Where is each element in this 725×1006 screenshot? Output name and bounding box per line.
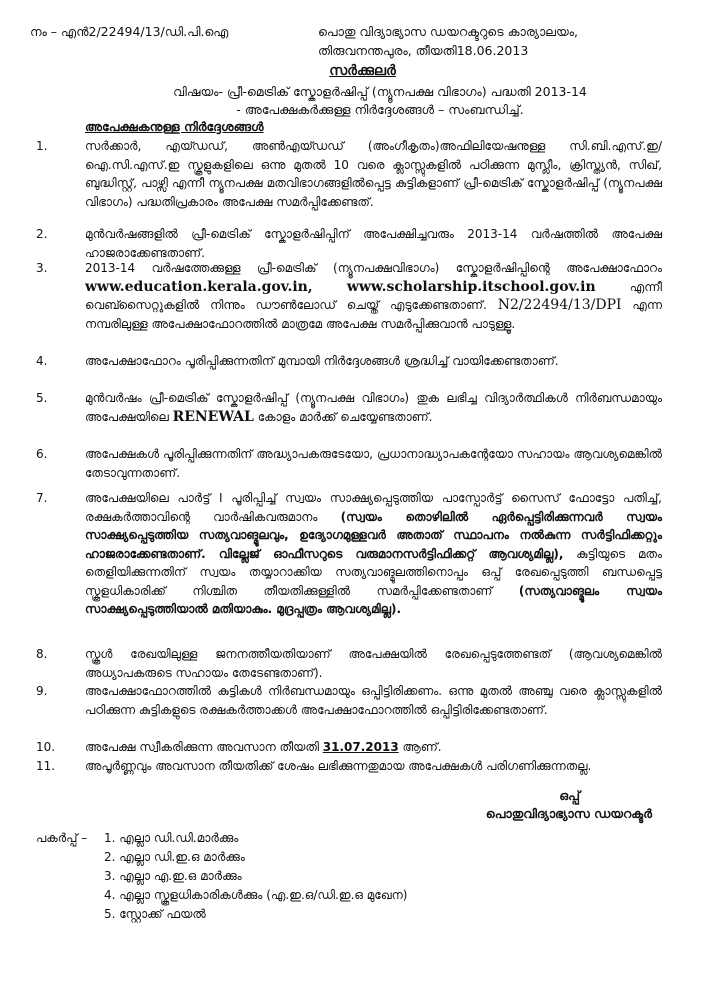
copy-to-entry: 1. എല്ലാ ഡി.ഡി.മാർക്കും (104, 831, 239, 845)
instruction-item (36, 757, 662, 776)
item-text-part: ആണ്. (402, 740, 442, 754)
item-number: 8. (36, 647, 48, 661)
item-text (85, 259, 662, 333)
item-number: 9. (36, 684, 48, 698)
item-number: 5. (36, 391, 48, 405)
item-text-part: മുൻവർഷം പ്രീ-മെട്രിക് സ്കോളർഷിപ്പ് (ന്യൂനപക്ഷ വിഭാഗം) തുക ലഭിച്ച വിദ്യാർത്ഥികൾ നിർബന്ധമായും അപേക്ഷയിലെ (85, 391, 662, 424)
item-text-part: കോളം മാർക്ക് ചെയ്യേണ്ടതാണ്. (257, 409, 433, 424)
instruction-item (36, 682, 662, 719)
item-text: സ്കൂൾ രേഖയിലുള്ള ജനനത്തീയതിയാണ് അപേക്ഷയിൽ രേഖപ്പെടുത്തേണ്ടത് (ആവശ്യമെങ്കിൽ അധ്യാപകരുടെ സഹായം തേടേണ്ടതാണ്). (85, 647, 662, 680)
item-text: അപേക്ഷകൾ പൂരിപ്പിക്കുന്നതിന് അദ്ധ്യാപകരുടേയോ, പ്രധാനാദ്ധ്യാപകന്റേയോ സഹായം ആവശ്യമെങ്കിൽ തേടാവുന്നതാണ്. (85, 447, 662, 480)
copy-to-label: പകർപ്പ് – (36, 831, 88, 845)
instruction-item (36, 259, 662, 333)
copy-to-entry: 5. സ്റ്റോക്ക് ഫയൽ (104, 907, 206, 921)
last-date: 31.07.2013 (322, 740, 399, 754)
instruction-item (36, 389, 662, 426)
office-name: പൊതു വിദ്യാഭ്യാസ ഡയറക്ടറുടെ കാര്യാലയം, (318, 24, 578, 39)
website-link-scholarship[interactable]: www.scholarship.itschool.gov.in (346, 278, 596, 295)
copy-to-entry: 3. എല്ലാ എ.ഇ.ഒ മാർക്കും (104, 869, 242, 883)
item-text-part: എന്നീ വെബ്സൈറ്റുകളിൽ നിന്നും ഡൗൺലോഡ് ചെയ്ത് എടുക്കേണ്ടതാണ്. (85, 279, 662, 312)
item-text: മുൻവർഷങ്ങളിൽ പ്രീ-മെട്രിക് സ്കോളർഷിപ്പിന് അപേക്ഷിച്ചവരും 2013-14 വർഷത്തിൽ അപേക്ഷ ഹാജരാക്കേണ്ടതാണ്. (85, 227, 662, 260)
section-heading: അപേക്ഷകനുള്ള നിർദ്ദേശങ്ങൾ (85, 119, 264, 134)
item-text (85, 489, 662, 619)
item-text (85, 389, 662, 426)
item-text-part: എന്ന നമ്പരിലുള്ള അപേക്ഷാഫോറത്തിൽ മാത്രമേ അപേക്ഷ സമർപ്പിക്കുവാൻ പാടുള്ളൂ. (85, 298, 662, 331)
instruction-item (36, 352, 662, 371)
instruction-item (36, 445, 662, 482)
signature-mark: ഒപ്പ് (559, 788, 580, 803)
instruction-item (36, 738, 662, 757)
item-text: അപൂർണ്ണവും അവസാന തീയതിക്ക് ശേഷം ലഭിക്കുന്നതുമായ അപേക്ഷകൾ പരിഗണിക്കുന്നതല്ല. (85, 759, 592, 773)
item-text: സർക്കാർ, എയ്ഡഡ്, അൺഎയ്ഡഡ് (അംഗീകൃതം)അഫിലിയേഷനുള്ള സി.ബി.എസ്.ഇ/ഐ.സി.എസ്.ഇ സ്കൂളുകളിലെ ഒന്നു മുതൽ 10 വരെ ക്ലാസ്സുകളിൽ പഠിക്കുന്ന മുസ്ലീം, ക്രിസ്ത്യൻ, സിഖ്, ബുദ്ധിസ്റ്റ്, പാഴ്സി എന്നീ ന്യൂനപക്ഷ മതവിഭാഗങ്ങളിൽപ്പെട്ട കുട്ടികളാണ് പ്രീ-മെട്രിക് സ്കോളർഷിപ്പ് (ന്യൂനപക്ഷ വിഭാഗം) പദ്ധതിപ്രകാരം അപേക്ഷ സമർപ്പിക്കേണ്ടത്. (85, 139, 662, 209)
instruction-item (36, 645, 662, 682)
affidavit-note: (സത്യവാങ്മൂലം സ്വയം സാക്ഷ്യപ്പെടുത്തിയാൽ മതിയാകും. മുദ്രപ്പത്രം ആവശ്യമില്ല). (85, 583, 662, 616)
subject-line-1: വിഷയം- പ്രീ-മെട്രിക് സ്കോളർഷിപ്പ് (ന്യൂനപക്ഷ വിഭാഗം) പദ്ധതി 2013-14 (173, 84, 587, 99)
item-number: 3. (36, 261, 48, 275)
instruction-item (36, 225, 662, 262)
item-text-part: അപേക്ഷ സ്വീകരിക്കുന്ന അവസാന തീയതി (85, 740, 319, 754)
item-number: 4. (36, 354, 48, 368)
copy-to-entry: 2. എല്ലാ ഡി.ഇ.ഒ മാർക്കും (104, 850, 245, 864)
item-number: 6. (36, 447, 48, 461)
item-text-part: അപേക്ഷയിലെ പാർട്ട് I പൂരിപ്പിച്ച് സ്വയം സാക്ഷ്യപ്പെടുത്തിയ പാസ്പോർട്ട് സൈസ് ഫോട്ടോ പതിച്ച്, രക്ഷകർത്താവിന്റെ വാർഷികവരുമാനം (85, 491, 662, 524)
renewal-label: RENEWAL (172, 408, 254, 425)
item-text (85, 738, 662, 757)
item-number: 11. (36, 759, 56, 773)
place-and-date: തിരുവനന്തപുരം, തീയതി18.06.2013 (318, 43, 529, 58)
instruction-item (36, 489, 662, 619)
reference-number: നം – എൻ2/22494/13/ഡി.പി.ഐ (30, 24, 229, 39)
instruction-item (36, 137, 662, 211)
item-number: 1. (36, 139, 48, 153)
signatory-designation: പൊതുവിദ്യാഭ്യാസ ഡയറക്ടർ (485, 806, 652, 821)
item-text: അപേക്ഷാഫോറത്തിൽ കുട്ടികൾ നിർബന്ധമായും ഒപ്പിട്ടിരിക്കണം. ഒന്നു മുതൽ അഞ്ചു വരെ ക്ലാസ്സുകളിൽ പഠിക്കുന്ന കുട്ടികളുടെ രക്ഷകർത്താക്കൾ അപേക്ഷാഫോറത്തിൽ ഒപ്പിട്ടിരിക്കേണ്ടതാണ്. (85, 684, 662, 717)
circular-title: സർക്കുലർ (329, 63, 396, 79)
copy-to-entry: 4. എല്ലാ സ്കൂളധികാരികൾക്കും (എ.ഇ.ഒ/ഡി.ഇ.ഒ മുഖേന) (104, 888, 408, 902)
item-number: 7. (36, 491, 48, 505)
item-text-part: 2013-14 വർഷത്തേക്കുള്ള പ്രീ-മെട്രിക് (ന്യൂനപക്ഷവിഭാഗം) സ്കോളർഷിപ്പിന്റെ അപേക്ഷാഫോറം (85, 261, 662, 275)
form-number: N2/22494/13/DPI (497, 297, 622, 313)
item-number: 10. (36, 740, 56, 754)
item-number: 2. (36, 227, 48, 241)
website-link-education[interactable]: www.education.kerala.gov.in, (85, 278, 313, 295)
income-proof-note: (സ്വയം തൊഴിലിൽ ഏർപ്പെട്ടിരിക്കുന്നവർ സ്വയം സാക്ഷ്യപ്പെടുത്തിയ സത്യവാങ്മൂലവും, ഉദ്യോഗമുള്ളവർ അതാത് സ്ഥാപനം നൽകുന്ന സർട്ടിഫിക്കറ്റും ഹാജരാക്കേണ്ടതാണ്. വില്ലേജ് ഓഫീസറുടെ വരുമാനസർട്ടിഫിക്കറ്റ് ആവശ്യമില്ല), (85, 509, 662, 561)
item-text-part: കുട്ടിയുടെ മതം തെളിയിക്കുന്നതിന് സ്വയം തയ്യാറാക്കിയ സത്യവാങ്മൂലത്തിനൊപ്പം ഒപ്പ് രേഖപ്പെടുത്തി ബന്ധപ്പെട്ട സ്കൂളധികാരിക്ക് നിശ്ചിത തീയതിക്കുള്ളിൽ സമർപ്പിക്കേണ്ടതാണ് (85, 546, 662, 598)
subject-line-2: - അപേക്ഷകർക്കുള്ള നിർദ്ദേശങ്ങൾ – സംബന്ധിച്ച്. (236, 102, 524, 117)
item-text: അപേക്ഷാഫോറം പൂരിപ്പിക്കുന്നതിന് മുമ്പായി നിർദ്ദേശങ്ങൾ ശ്രദ്ധിച്ച് വായിക്കേണ്ടതാണ്. (85, 354, 559, 368)
